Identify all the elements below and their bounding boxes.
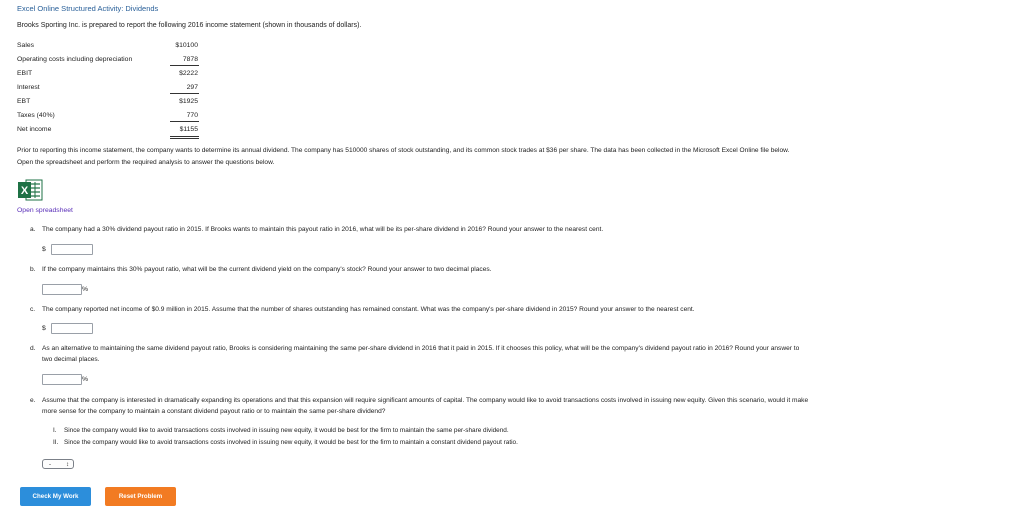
row-value-ebit: $2222 bbox=[179, 70, 198, 77]
divider bbox=[170, 121, 199, 122]
option-text: Since the company would like to avoid transactions costs involved in issuing new equity, it would be best for the firm to maintain a constant dividend payout ratio. bbox=[64, 439, 518, 446]
select-value: - bbox=[49, 462, 51, 468]
answer-a-input[interactable] bbox=[51, 244, 93, 255]
question-text-line-1: Assume that the company is interested in dramatically expanding its operations and that this expansion will require significant amounts of capital. The company would like to avoid transactions costs involved in issuing new equity. Given this scenario, would it make bbox=[42, 397, 809, 404]
row-label-ebit: EBIT bbox=[17, 70, 33, 77]
row-label-operating-costs: Operating costs including depreciation bbox=[17, 56, 133, 63]
question-letter: a. bbox=[30, 226, 36, 233]
row-label-sales: Sales bbox=[17, 42, 35, 49]
description-line-1: Prior to reporting this income statement, the company wants to determine its annual dividend. The company has 510000 shares of stock outstanding, and its common stock trades at $36 per share. The data has been collected in the Microsoft Excel Online file below. bbox=[17, 147, 790, 154]
divider bbox=[170, 93, 199, 94]
reset-problem-button[interactable]: Reset Problem bbox=[105, 487, 176, 506]
row-value-interest: 297 bbox=[186, 84, 198, 91]
option-numeral: II. bbox=[53, 439, 59, 446]
excel-icon[interactable] bbox=[17, 178, 43, 202]
question-text-line-2: two decimal places. bbox=[42, 356, 100, 363]
row-value-taxes: 770 bbox=[186, 112, 198, 119]
row-label-interest: Interest bbox=[17, 84, 40, 91]
activity-title: Excel Online Structured Activity: Dividends bbox=[17, 4, 159, 13]
check-my-work-button[interactable]: Check My Work bbox=[20, 487, 91, 506]
open-spreadsheet-link[interactable]: Open spreadsheet bbox=[17, 207, 73, 214]
answer-d-input[interactable] bbox=[42, 374, 82, 385]
chevron-updown-icon: ↕ bbox=[66, 462, 69, 468]
question-letter: e. bbox=[30, 397, 36, 404]
dollar-prefix: $ bbox=[42, 325, 46, 332]
question-text: The company reported net income of $0.9 million in 2015. Assume that the number of shares outstanding has remained constant. What was the company's per-share dividend in 2015? Round your answer to the nearest cent. bbox=[42, 306, 695, 313]
dollar-prefix: $ bbox=[42, 246, 46, 253]
question-letter: b. bbox=[30, 266, 36, 273]
double-underline bbox=[170, 136, 199, 137]
row-value-sales: $10100 bbox=[175, 42, 198, 49]
percent-suffix: % bbox=[82, 376, 89, 383]
answer-e-select[interactable] bbox=[42, 459, 74, 469]
row-value-ebt: $1925 bbox=[179, 98, 198, 105]
question-text-line-1: As an alternative to maintaining the same dividend payout ratio, Brooks is considering maintaining the same per-share dividend in 2016 that it paid in 2015. If it chooses this policy, what will be the company's dividend payout ratio in 2016? Round your answer to bbox=[42, 345, 800, 352]
question-letter: d. bbox=[30, 345, 36, 352]
question-letter: c. bbox=[30, 306, 36, 313]
row-value-operating-costs: 7878 bbox=[182, 56, 198, 63]
percent-suffix: % bbox=[82, 286, 89, 293]
row-label-taxes: Taxes (40%) bbox=[17, 112, 55, 119]
row-label-ebt: EBT bbox=[17, 98, 31, 105]
description-line-2: Open the spreadsheet and perform the required analysis to answer the questions below. bbox=[17, 159, 275, 166]
option-numeral: I. bbox=[53, 427, 57, 434]
question-text: If the company maintains this 30% payout ratio, what will be the current dividend yield on the company's stock? Round your answer to two decimal places. bbox=[42, 266, 492, 273]
question-text: The company had a 30% dividend payout ratio in 2015. If Brooks wants to maintain this payout ratio in 2016, what will be its per-share dividend in 2016? Round your answer to the nearest cent. bbox=[42, 226, 604, 233]
question-text-line-2: more sense for the company to maintain a constant dividend payout ratio or to maintain the same per-share dividend? bbox=[42, 408, 386, 415]
excel-icon-letter: X bbox=[20, 185, 29, 197]
divider bbox=[170, 65, 199, 66]
intro-text: Brooks Sporting Inc. is prepared to report the following 2016 income statement (shown in thousands of dollars). bbox=[17, 22, 362, 29]
double-underline bbox=[170, 138, 199, 139]
row-label-net-income: Net income bbox=[17, 126, 52, 133]
row-value-net-income: $1155 bbox=[179, 126, 198, 133]
answer-b-input[interactable] bbox=[42, 284, 82, 295]
option-text: Since the company would like to avoid transactions costs involved in issuing new equity, it would be best for the firm to maintain the same per-share dividend. bbox=[64, 427, 509, 434]
answer-c-input[interactable] bbox=[51, 323, 93, 334]
